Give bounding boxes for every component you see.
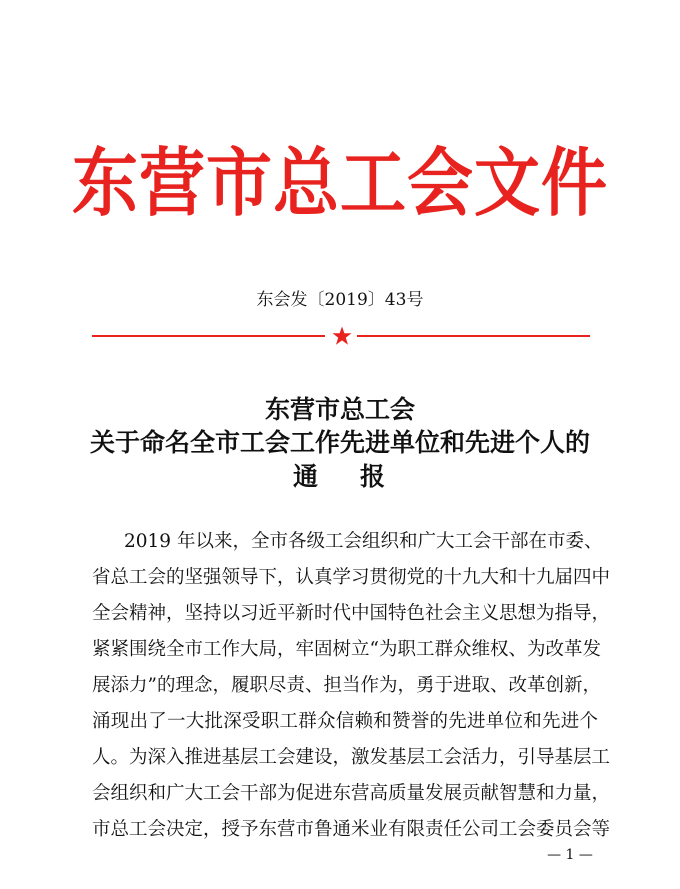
red-star-icon — [332, 326, 352, 346]
body-line: 会组织和广大工会干部为促进东营高质量发展贡献智慧和力量， — [92, 783, 611, 804]
body-text — [92, 524, 611, 848]
body-line: 全会精神，坚持以习近平新时代中国特色社会主义思想为指导， — [92, 603, 611, 624]
body-line: 人。为深入推进基层工会建设，激发基层工会活力，引导基层工 — [92, 747, 611, 768]
body-line: 涌现出了一大批深受职工群众信赖和赞誉的先进单位和先进个 — [92, 711, 598, 732]
divider-line-left — [92, 335, 325, 337]
divider-line-right — [357, 335, 590, 337]
body-line: 展添力”的理念，履职尽责、担当作为，勇于进取、改革创新， — [92, 675, 601, 696]
title-line-3-part-2: 报 — [360, 462, 388, 491]
body-line: 紧紧围绕全市工作大局，牢固树立“为职工群众维权、为改革发 — [92, 639, 601, 660]
title-line-2: 关于命名全市工会工作先进单位和先进个人的 — [89, 428, 590, 457]
red-divider — [92, 326, 590, 346]
body-line: 市总工会决定，授予东营市鲁通米业有限责任公司工会委员会等 — [92, 819, 611, 840]
title-line-3-part-1: 通 — [292, 462, 320, 491]
body-line: 省总工会的坚强领导下，认真学习贯彻党的十九大和十九届四中 — [92, 567, 611, 588]
masthead-title: 东营市总工会文件 — [72, 140, 608, 227]
page-number: — 1 — — [547, 847, 593, 863]
document-number: 东会发〔2019〕43号 — [256, 290, 424, 310]
title-line-3 — [0, 460, 680, 494]
body-line: 2019 年以来，全市各级工会组织和广大工会干部在市委、 — [124, 531, 603, 552]
title-line-1: 东营市总工会 — [264, 395, 415, 424]
